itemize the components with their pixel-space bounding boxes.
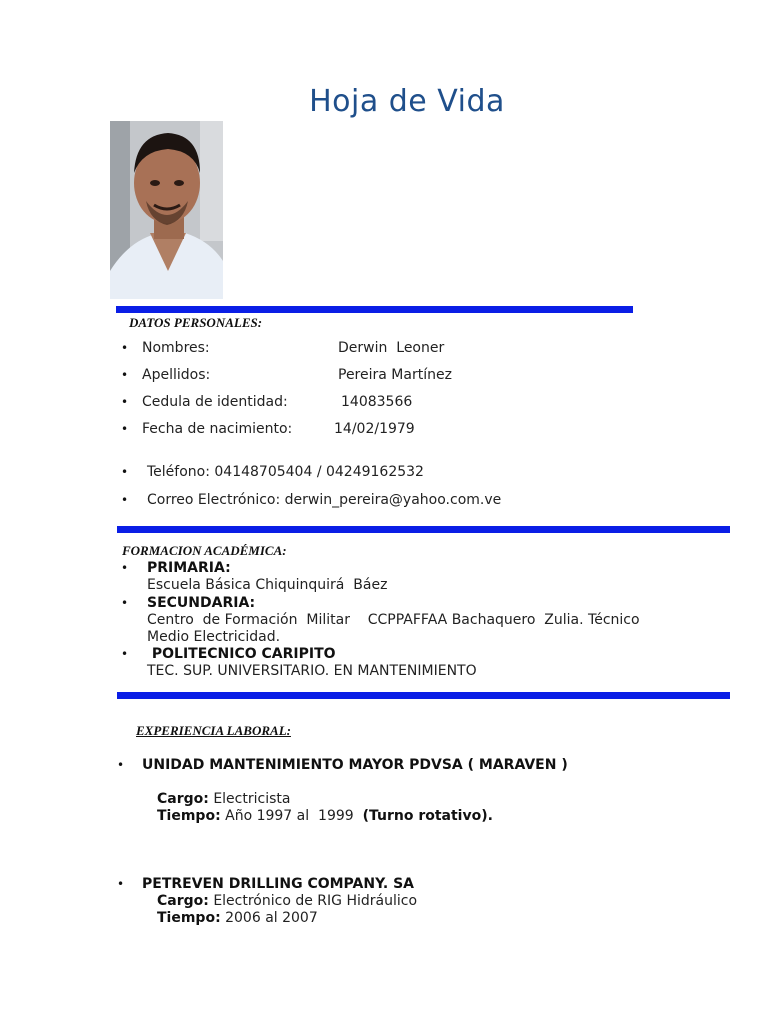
- education-detail: TEC. SUP. UNIVERSITARIO. EN MANTENIMIENTO: [147, 663, 477, 679]
- bullet: •: [121, 561, 129, 575]
- bullet: •: [121, 341, 129, 355]
- list-item: [0, 595, 768, 647]
- tiempo-note: (Turno rotativo).: [362, 808, 493, 824]
- profile-photo-illustration: [110, 121, 223, 299]
- tiempo-value: 2006 al 2007: [220, 910, 318, 926]
- education-level: POLITECNICO CARIPITO: [147, 646, 336, 662]
- tiempo-value: Año 1997 al 1999: [220, 808, 363, 824]
- job-cargo: [157, 791, 290, 807]
- field-value: Derwin Leoner: [338, 340, 445, 356]
- job-tiempo: [157, 808, 493, 824]
- bullet: •: [121, 647, 129, 661]
- cargo-value: Electrónico de RIG Hidráulico: [208, 893, 418, 909]
- bullet: •: [117, 758, 125, 772]
- bullet: •: [117, 877, 125, 891]
- tiempo-label: Tiempo:: [157, 808, 221, 824]
- bullet: •: [121, 465, 129, 479]
- section-heading-experience: EXPERIENCIA LABORAL:: [136, 723, 291, 738]
- phone-text: Teléfono: 04148705404 / 04249162532: [147, 464, 424, 480]
- page-title: Hoja de Vida: [309, 84, 505, 119]
- list-item: [0, 340, 768, 360]
- bullet: •: [121, 493, 129, 507]
- job-cargo: [157, 893, 417, 909]
- list-item: [0, 464, 768, 484]
- field-label: Cedula de identidad:: [142, 394, 288, 410]
- bullet: •: [121, 368, 129, 382]
- education-detail: Escuela Básica Chiquinquirá Báez: [147, 577, 388, 593]
- section-divider: [117, 692, 730, 699]
- bullet: •: [121, 596, 129, 610]
- field-value: 14/02/1979: [334, 421, 415, 437]
- email-text: Correo Electrónico: derwin_pereira@yahoo.com.ve: [147, 492, 502, 508]
- field-value: Pereira Martínez: [338, 367, 452, 383]
- cargo-label: Cargo:: [157, 893, 209, 909]
- job-tiempo: [157, 910, 318, 926]
- list-item: [0, 876, 768, 936]
- list-item: [0, 646, 768, 682]
- section-heading-personal: DATOS PERSONALES:: [129, 315, 263, 330]
- education-detail: Medio Electricidad.: [147, 629, 281, 645]
- section-divider: [116, 306, 633, 313]
- section-divider: [117, 526, 730, 533]
- bullet: •: [121, 422, 129, 436]
- field-value: 14083566: [341, 394, 413, 410]
- list-item: [0, 757, 768, 827]
- tiempo-label: Tiempo:: [157, 910, 221, 926]
- cargo-label: Cargo:: [157, 791, 209, 807]
- education-detail: Centro de Formación Militar CCPPAFFAA Bachaquero Zulia. Técnico: [147, 612, 640, 628]
- field-label: Fecha de nacimiento:: [142, 421, 293, 437]
- list-item: [0, 421, 768, 441]
- section-heading-education: FORMACION ACADÉMICA:: [122, 543, 287, 558]
- profile-photo: [110, 121, 223, 299]
- education-level: PRIMARIA:: [147, 560, 231, 576]
- company-name: UNIDAD MANTENIMIENTO MAYOR PDVSA ( MARAVEN ): [142, 757, 568, 773]
- company-name: PETREVEN DRILLING COMPANY. SA: [142, 876, 415, 892]
- list-item: [0, 394, 768, 414]
- list-item: [0, 560, 768, 600]
- education-level: SECUNDARIA:: [147, 595, 256, 611]
- list-item: [0, 492, 768, 512]
- cargo-value: Electricista: [208, 791, 291, 807]
- bullet: •: [121, 395, 129, 409]
- field-label: Nombres:: [142, 340, 210, 356]
- field-label: Apellidos:: [142, 367, 211, 383]
- list-item: [0, 367, 768, 387]
